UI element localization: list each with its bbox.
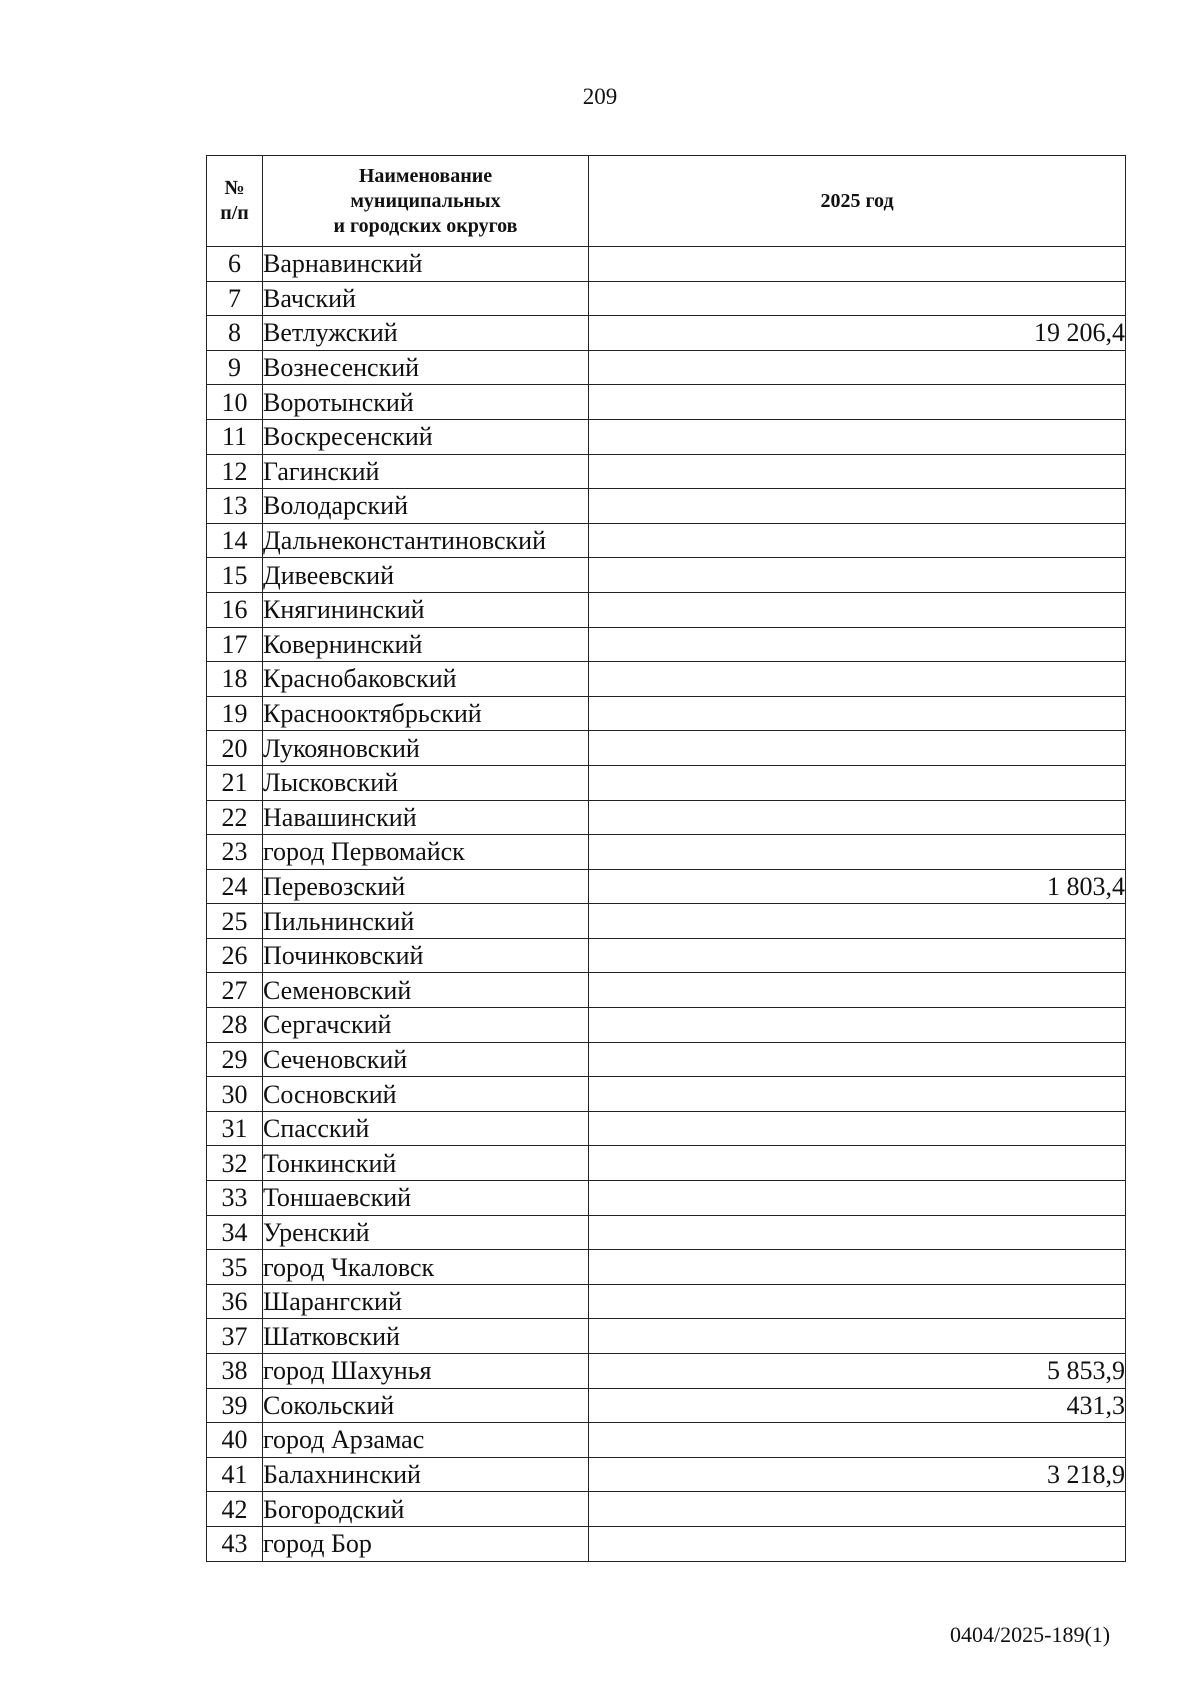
value-2025-cell	[589, 1319, 1126, 1354]
municipality-name-cell: Вознесенский	[263, 350, 589, 385]
table-row	[207, 627, 1126, 662]
value-2025-cell: 5 853,9	[589, 1354, 1126, 1389]
table-row	[207, 385, 1126, 420]
table-header-row	[207, 156, 1126, 247]
municipality-name-cell: Дальнеконстантиновский	[263, 523, 589, 558]
municipality-name-cell: Володарский	[263, 489, 589, 524]
row-number-cell: 18	[207, 662, 263, 697]
row-number-cell: 22	[207, 800, 263, 835]
value-2025-cell	[589, 1181, 1126, 1216]
value-2025-cell	[589, 1250, 1126, 1285]
row-number-cell: 43	[207, 1526, 263, 1561]
municipality-name-cell: Балахнинский	[263, 1457, 589, 1492]
value-2025-cell	[589, 835, 1126, 870]
row-number-cell: 36	[207, 1284, 263, 1319]
row-number-cell: 37	[207, 1319, 263, 1354]
value-2025-cell	[589, 558, 1126, 593]
value-2025-cell	[589, 1111, 1126, 1146]
value-2025-cell	[589, 523, 1126, 558]
value-2025-cell	[589, 489, 1126, 524]
table-row	[207, 1284, 1126, 1319]
table-row	[207, 592, 1126, 627]
table-row	[207, 489, 1126, 524]
municipality-name-cell: Ковернинский	[263, 627, 589, 662]
value-2025-cell	[589, 696, 1126, 731]
municipality-name-cell: Уренский	[263, 1215, 589, 1250]
table-row	[207, 938, 1126, 973]
municipality-name-cell: Семеновский	[263, 973, 589, 1008]
municipality-name-cell: Сокольский	[263, 1388, 589, 1423]
municipality-name-cell: Воскресенский	[263, 419, 589, 454]
value-2025-cell	[589, 247, 1126, 282]
table-row	[207, 731, 1126, 766]
municipality-name-cell: Гагинский	[263, 454, 589, 489]
municipality-name-cell: Перевозский	[263, 869, 589, 904]
value-2025-cell: 431,3	[589, 1388, 1126, 1423]
table-row	[207, 1526, 1126, 1561]
municipality-name-cell: Сеченовский	[263, 1042, 589, 1077]
row-number-cell: 24	[207, 869, 263, 904]
table-row	[207, 316, 1126, 351]
row-number-cell: 21	[207, 765, 263, 800]
municipality-name-cell: город Первомайск	[263, 835, 589, 870]
table-row	[207, 835, 1126, 870]
value-2025-cell	[589, 800, 1126, 835]
table-row	[207, 1008, 1126, 1043]
value-2025-cell	[589, 1146, 1126, 1181]
value-2025-cell	[589, 904, 1126, 939]
value-2025-cell	[589, 1077, 1126, 1112]
municipality-name-cell: Сосновский	[263, 1077, 589, 1112]
table-row	[207, 523, 1126, 558]
municipality-name-cell: Починковский	[263, 938, 589, 973]
municipality-name-cell: Варнавинский	[263, 247, 589, 282]
row-number-cell: 11	[207, 419, 263, 454]
row-number-cell: 6	[207, 247, 263, 282]
document-code: 0404/2025-189(1)	[950, 1622, 1111, 1647]
table-row	[207, 1042, 1126, 1077]
row-number-cell: 39	[207, 1388, 263, 1423]
table-body	[207, 247, 1126, 1562]
row-number-cell: 19	[207, 696, 263, 731]
row-number-cell: 33	[207, 1181, 263, 1216]
municipality-name-cell: Шарангский	[263, 1284, 589, 1319]
table-row	[207, 1077, 1126, 1112]
table-row	[207, 869, 1126, 904]
row-number-cell: 14	[207, 523, 263, 558]
table-row	[207, 1319, 1126, 1354]
value-2025-cell	[589, 1423, 1126, 1458]
row-number-cell: 7	[207, 281, 263, 316]
value-2025-cell: 3 218,9	[589, 1457, 1126, 1492]
municipality-name-cell: город Шахунья	[263, 1354, 589, 1389]
table-row	[207, 1457, 1126, 1492]
municipality-name-cell: Шатковский	[263, 1319, 589, 1354]
table-row	[207, 1423, 1126, 1458]
value-2025-cell	[589, 938, 1126, 973]
value-2025-cell: 19 206,4	[589, 316, 1126, 351]
municipality-name-cell: город Чкаловск	[263, 1250, 589, 1285]
table-row	[207, 419, 1126, 454]
table-row	[207, 800, 1126, 835]
row-number-cell: 42	[207, 1492, 263, 1527]
value-2025-cell: 1 803,4	[589, 869, 1126, 904]
municipality-name-cell: Вачский	[263, 281, 589, 316]
allocation-table	[206, 155, 1126, 1562]
row-number-cell: 28	[207, 1008, 263, 1043]
row-number-cell: 15	[207, 558, 263, 593]
municipality-name-cell: Ветлужский	[263, 316, 589, 351]
municipality-name-cell: Пильнинский	[263, 904, 589, 939]
table-row	[207, 765, 1126, 800]
value-2025-cell	[589, 627, 1126, 662]
row-number-cell: 32	[207, 1146, 263, 1181]
municipality-name-cell: Тонкинский	[263, 1146, 589, 1181]
row-number-cell: 40	[207, 1423, 263, 1458]
value-2025-cell	[589, 419, 1126, 454]
value-2025-cell	[589, 1526, 1126, 1561]
municipality-name-cell: Краснобаковский	[263, 662, 589, 697]
value-2025-cell	[589, 385, 1126, 420]
table-row	[207, 558, 1126, 593]
table-row	[207, 350, 1126, 385]
table-row	[207, 1215, 1126, 1250]
municipality-name-cell: Сергачский	[263, 1008, 589, 1043]
municipality-name-cell: Княгининский	[263, 592, 589, 627]
row-number-cell: 9	[207, 350, 263, 385]
municipality-name-cell: Спасский	[263, 1111, 589, 1146]
header-municipality-name: Наименование муниципальных и городских округов	[263, 156, 589, 247]
municipality-name-cell: город Бор	[263, 1526, 589, 1561]
table-row	[207, 1181, 1126, 1216]
municipality-name-cell: Тоншаевский	[263, 1181, 589, 1216]
table-row	[207, 1250, 1126, 1285]
municipality-name-cell: город Арзамас	[263, 1423, 589, 1458]
table-row	[207, 904, 1126, 939]
value-2025-cell	[589, 1215, 1126, 1250]
row-number-cell: 38	[207, 1354, 263, 1389]
municipality-name-cell: Дивеевский	[263, 558, 589, 593]
table-row	[207, 1354, 1126, 1389]
row-number-cell: 12	[207, 454, 263, 489]
table-row	[207, 247, 1126, 282]
municipality-name-cell: Воротынский	[263, 385, 589, 420]
row-number-cell: 30	[207, 1077, 263, 1112]
table-row	[207, 1388, 1126, 1423]
row-number-cell: 34	[207, 1215, 263, 1250]
table-row	[207, 454, 1126, 489]
table-row	[207, 1146, 1126, 1181]
row-number-cell: 25	[207, 904, 263, 939]
header-number: № п/п	[207, 156, 263, 247]
value-2025-cell	[589, 454, 1126, 489]
table-row	[207, 281, 1126, 316]
page-number: 209	[582, 84, 618, 109]
row-number-cell: 10	[207, 385, 263, 420]
value-2025-cell	[589, 765, 1126, 800]
municipality-name-cell: Краснооктябрьский	[263, 696, 589, 731]
row-number-cell: 26	[207, 938, 263, 973]
row-number-cell: 27	[207, 973, 263, 1008]
row-number-cell: 16	[207, 592, 263, 627]
municipality-name-cell: Лысковский	[263, 765, 589, 800]
value-2025-cell	[589, 662, 1126, 697]
value-2025-cell	[589, 973, 1126, 1008]
table-row	[207, 662, 1126, 697]
row-number-cell: 17	[207, 627, 263, 662]
row-number-cell: 8	[207, 316, 263, 351]
value-2025-cell	[589, 281, 1126, 316]
value-2025-cell	[589, 350, 1126, 385]
value-2025-cell	[589, 731, 1126, 766]
table-row	[207, 1111, 1126, 1146]
municipality-name-cell: Богородский	[263, 1492, 589, 1527]
header-year-2025: 2025 год	[589, 156, 1126, 247]
row-number-cell: 23	[207, 835, 263, 870]
value-2025-cell	[589, 1284, 1126, 1319]
value-2025-cell	[589, 592, 1126, 627]
row-number-cell: 20	[207, 731, 263, 766]
value-2025-cell	[589, 1042, 1126, 1077]
row-number-cell: 29	[207, 1042, 263, 1077]
municipality-name-cell: Лукояновский	[263, 731, 589, 766]
row-number-cell: 35	[207, 1250, 263, 1285]
row-number-cell: 41	[207, 1457, 263, 1492]
table-row	[207, 973, 1126, 1008]
row-number-cell: 13	[207, 489, 263, 524]
row-number-cell: 31	[207, 1111, 263, 1146]
table-row	[207, 696, 1126, 731]
table-row	[207, 1492, 1126, 1527]
value-2025-cell	[589, 1008, 1126, 1043]
municipality-name-cell: Навашинский	[263, 800, 589, 835]
value-2025-cell	[589, 1492, 1126, 1527]
